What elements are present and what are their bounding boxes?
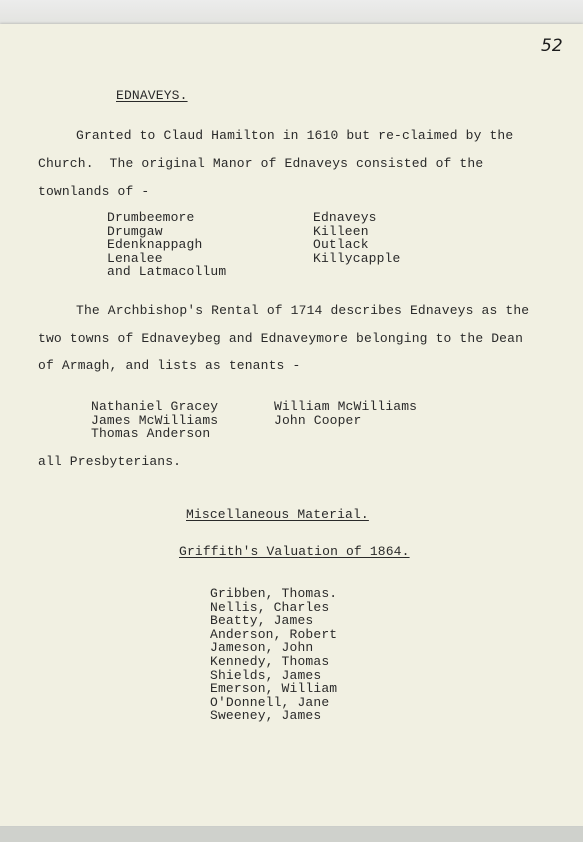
griffith-name-item: Nellis, Charles — [210, 599, 330, 615]
townland-item: Drumbeemore — [107, 210, 195, 225]
griffith-name-item: Anderson, Robert — [210, 626, 338, 642]
tenant-item: Nathaniel Gracey — [91, 399, 219, 414]
townlands-left-list — [107, 211, 226, 279]
para1-line-1: Granted to Claud Hamilton in 1610 but re-claimed by the — [76, 128, 514, 143]
townland-item: and Latmacollum — [107, 264, 227, 280]
townland-item: Edenknappagh — [107, 237, 203, 253]
griffith-name-item: Gribben, Thomas. — [210, 586, 338, 601]
tenants-left-list — [91, 400, 218, 441]
griffith-name-item: Kennedy, Thomas — [210, 653, 330, 669]
para1-line-3: townlands of - — [38, 184, 150, 199]
townland-item: Killeen — [313, 223, 369, 239]
para1-line-2: Church. The original Manor of Ednaveys consisted of the — [38, 156, 484, 171]
griffith-name-item: Shields, James — [210, 667, 322, 683]
document-page — [0, 24, 583, 826]
heading-ednaveys: EDNAVEYS. — [116, 88, 188, 103]
townland-item: Lenalee — [107, 250, 163, 266]
para2-line-2: two towns of Ednaveybeg and Ednaveymore belonging to the Dean — [38, 331, 524, 346]
tenant-item: Thomas Anderson — [91, 426, 211, 442]
page-number: 52 — [541, 36, 563, 56]
tenants-right-list — [274, 400, 417, 427]
griffith-heading: Griffith's Valuation of 1864. — [179, 544, 410, 559]
townland-item: Drumgaw — [107, 223, 163, 239]
townland-item: Killycapple — [313, 250, 401, 266]
presbyterians-note: all Presbyterians. — [38, 454, 182, 469]
griffith-name-item: O'Donnell, Jane — [210, 694, 330, 710]
griffith-name-item: Sweeney, James — [210, 708, 322, 724]
townland-item: Ednaveys — [313, 210, 377, 225]
misc-heading: Miscellaneous Material. — [186, 507, 369, 522]
griffith-name-item: Emerson, William — [210, 681, 338, 697]
tenant-item: William McWilliams — [274, 399, 418, 414]
para2-line-3: of Armagh, and lists as tenants - — [38, 358, 301, 373]
background-bottom — [0, 826, 583, 842]
griffith-name-item: Jameson, John — [210, 640, 314, 656]
griffith-names-list — [210, 587, 337, 723]
townlands-right-list — [313, 211, 400, 265]
background-top — [0, 0, 583, 26]
tenant-item: John Cooper — [274, 412, 362, 428]
griffith-name-item: Beatty, James — [210, 613, 314, 629]
townland-item: Outlack — [313, 237, 369, 253]
tenant-item: James McWilliams — [91, 412, 219, 428]
para2-line-1: The Archbishop's Rental of 1714 describes Ednaveys as the — [76, 303, 530, 318]
